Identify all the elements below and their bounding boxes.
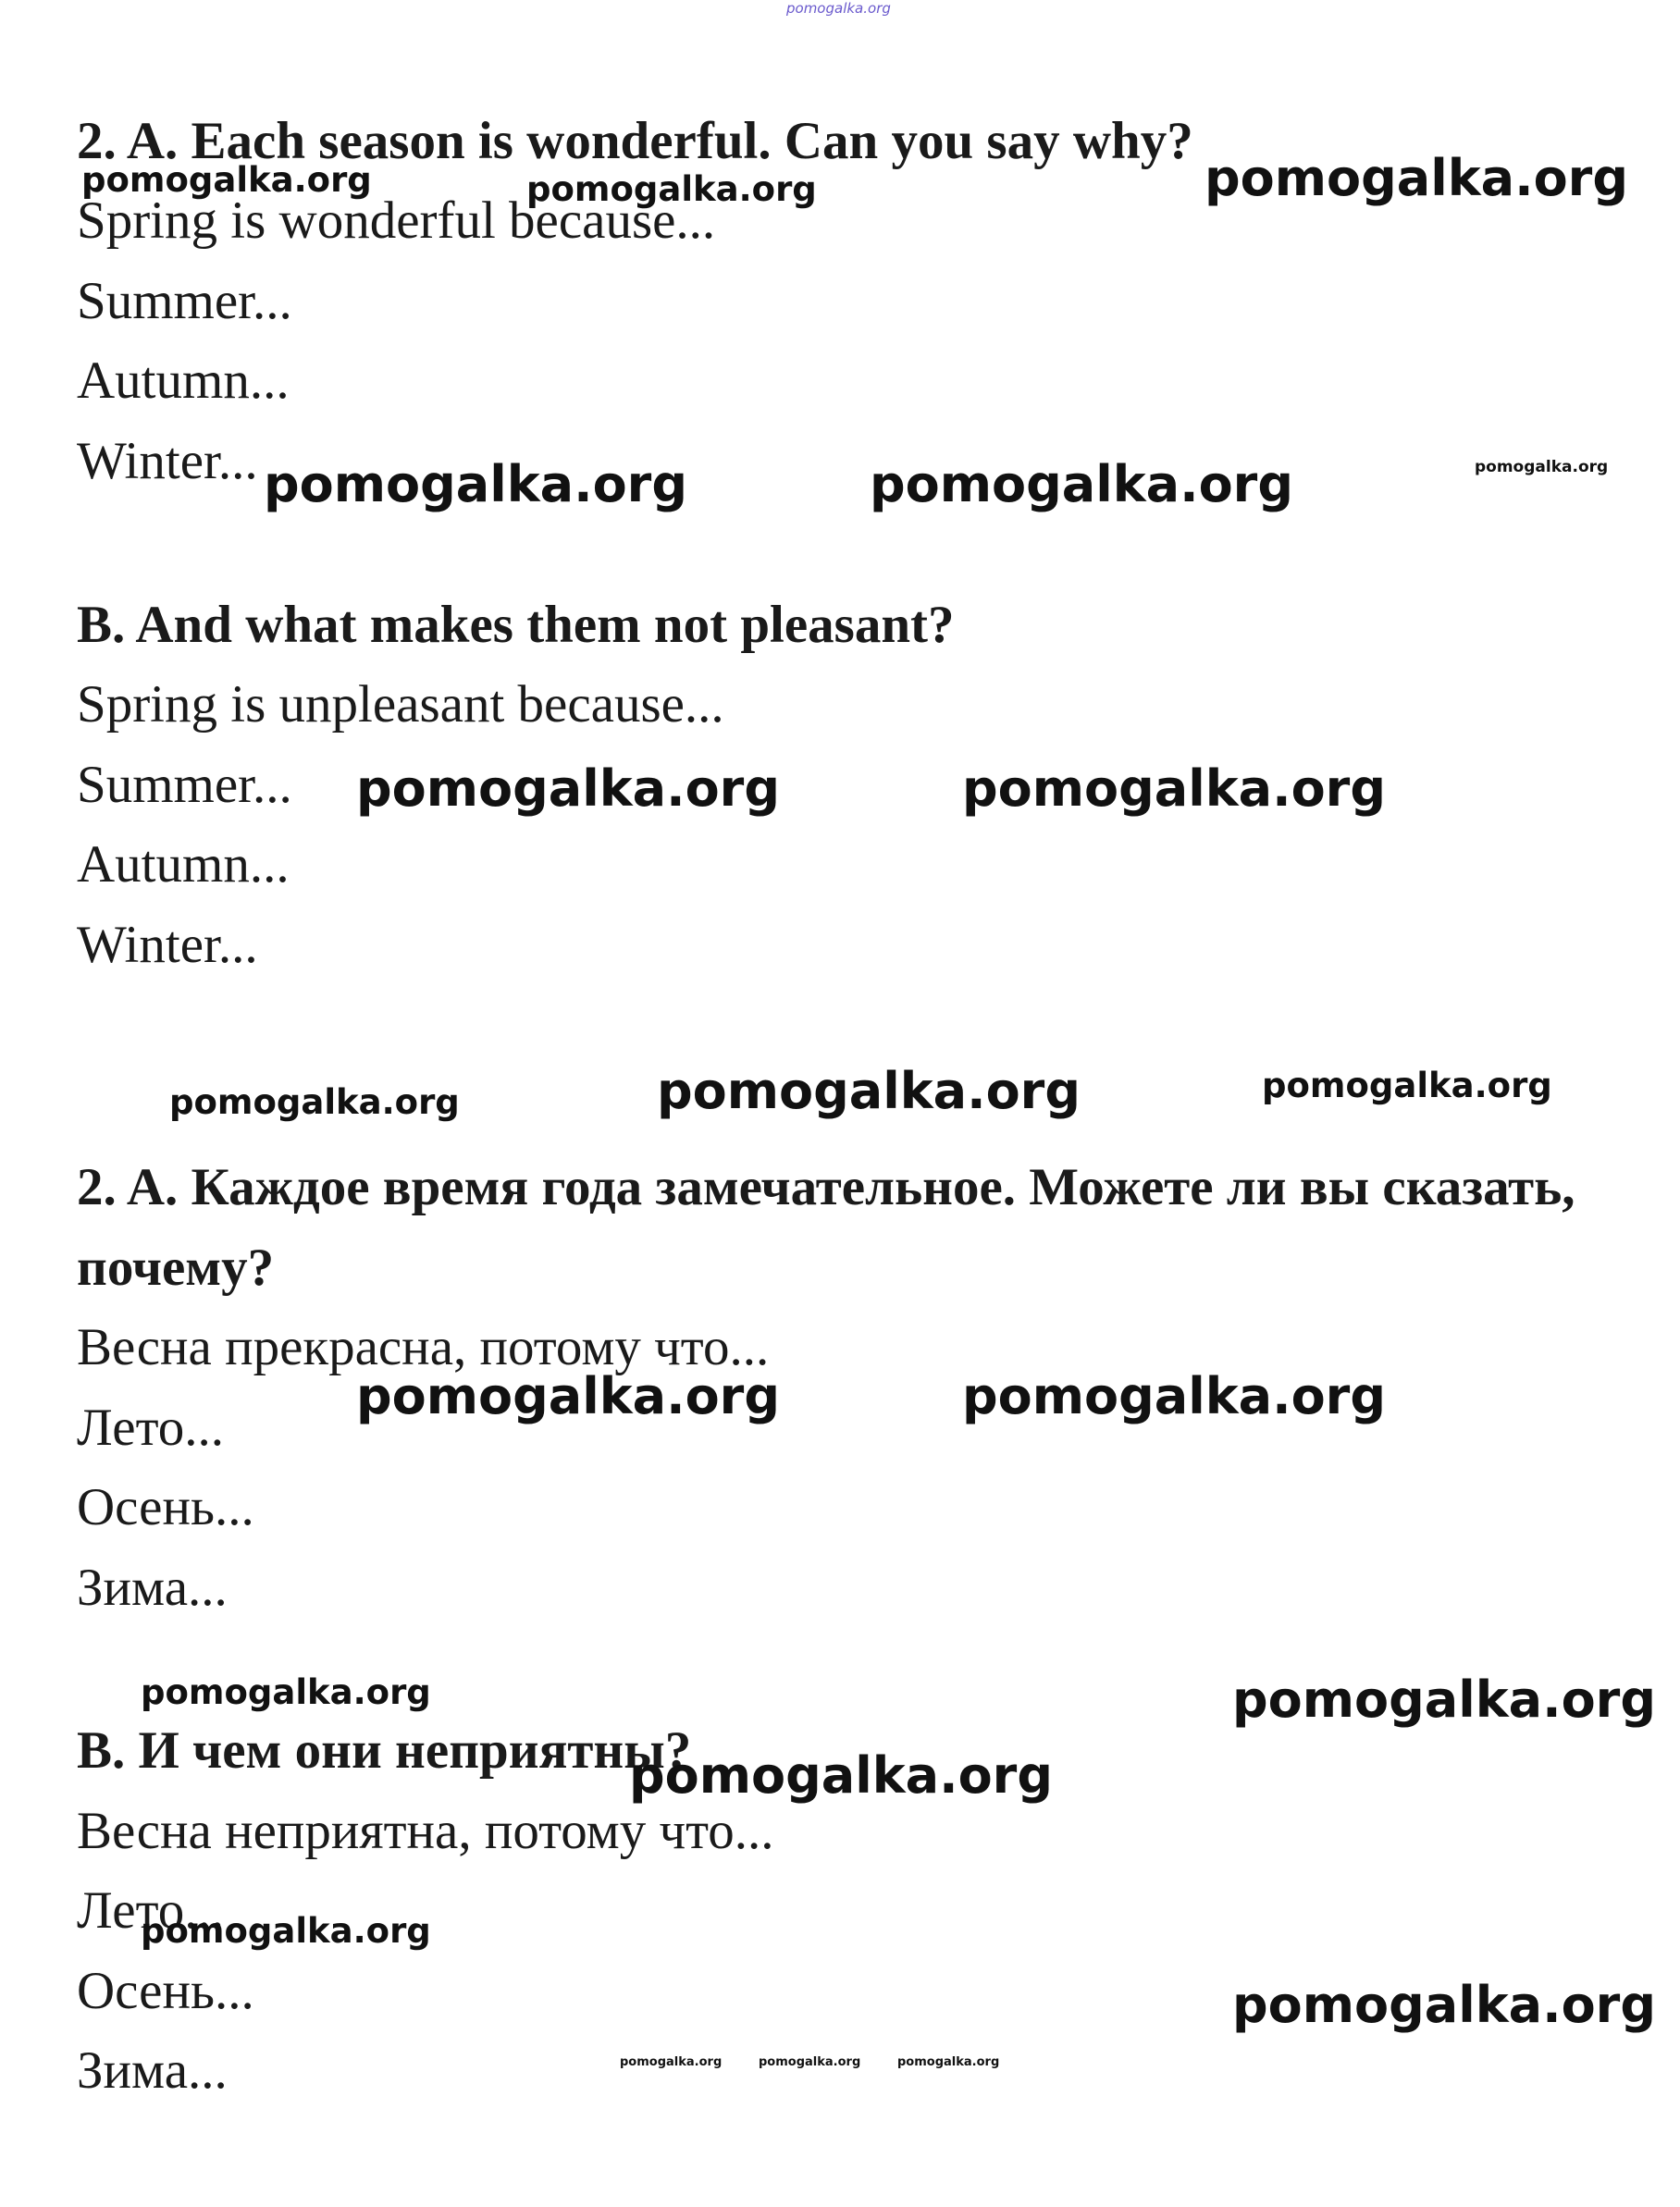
line-ru-b-summer: Лето... xyxy=(77,1881,224,1940)
heading-ru-a-line2: почему? xyxy=(77,1239,275,1297)
watermark: pomogalka.org xyxy=(1475,458,1609,476)
line-en-b-winter: Winter... xyxy=(77,916,258,974)
line-ru-a-autumn: Осень... xyxy=(77,1478,254,1536)
watermark: pomogalka.org xyxy=(962,1367,1386,1425)
heading-ru-a-line1: 2. A. Каждое время года замечательное. Можете ли вы сказать, xyxy=(77,1158,1575,1216)
watermark: pomogalka.org xyxy=(141,1672,431,1712)
watermark: pomogalka.org xyxy=(141,1911,431,1951)
line-en-b-spring: Spring is unpleasant because... xyxy=(77,675,724,734)
watermark: pomogalka.org xyxy=(264,455,687,513)
watermark: pomogalka.org xyxy=(620,2055,723,2069)
line-ru-a-spring: Весна прекрасна, потому что... xyxy=(77,1318,770,1376)
watermark: pomogalka.org xyxy=(629,1746,1053,1805)
watermark-top: pomogalka.org xyxy=(786,0,891,17)
watermark: pomogalka.org xyxy=(1232,1976,1656,2034)
watermark: pomogalka.org xyxy=(1232,1671,1656,1729)
watermark: pomogalka.org xyxy=(870,455,1293,513)
line-en-a-winter: Winter... xyxy=(77,432,258,490)
watermark: pomogalka.org xyxy=(1204,149,1628,207)
line-en-a-summer: Summer... xyxy=(77,272,292,330)
line-en-b-summer: Summer... xyxy=(77,756,292,814)
line-en-a-autumn: Autumn... xyxy=(77,351,290,410)
watermark: pomogalka.org xyxy=(356,759,780,818)
watermark: pomogalka.org xyxy=(962,759,1386,818)
heading-ru-b: B. И чем они неприятны? xyxy=(77,1721,692,1780)
watermark: pomogalka.org xyxy=(356,1367,780,1425)
line-ru-b-autumn: Осень... xyxy=(77,1962,254,2020)
watermark: pomogalka.org xyxy=(81,160,372,200)
heading-en-a: 2. A. Each season is wonderful. Can you say why? xyxy=(77,112,1193,170)
watermark: pomogalka.org xyxy=(526,169,817,209)
watermark: pomogalka.org xyxy=(657,1062,1081,1120)
line-ru-a-summer: Лето... xyxy=(77,1399,224,1457)
line-ru-b-spring: Весна неприятна, потому что... xyxy=(77,1802,774,1860)
watermark: pomogalka.org xyxy=(1262,1066,1552,1105)
watermark: pomogalka.org xyxy=(169,1082,460,1122)
heading-en-b: B. And what makes them not pleasant? xyxy=(77,596,955,654)
line-en-a-spring: Spring is wonderful because... xyxy=(77,191,716,250)
watermark: pomogalka.org xyxy=(897,2055,1000,2069)
line-en-b-autumn: Autumn... xyxy=(77,835,290,894)
watermark: pomogalka.org xyxy=(759,2055,861,2069)
line-ru-a-winter: Зима... xyxy=(77,1559,228,1617)
line-ru-b-winter: Зима... xyxy=(77,2041,228,2100)
